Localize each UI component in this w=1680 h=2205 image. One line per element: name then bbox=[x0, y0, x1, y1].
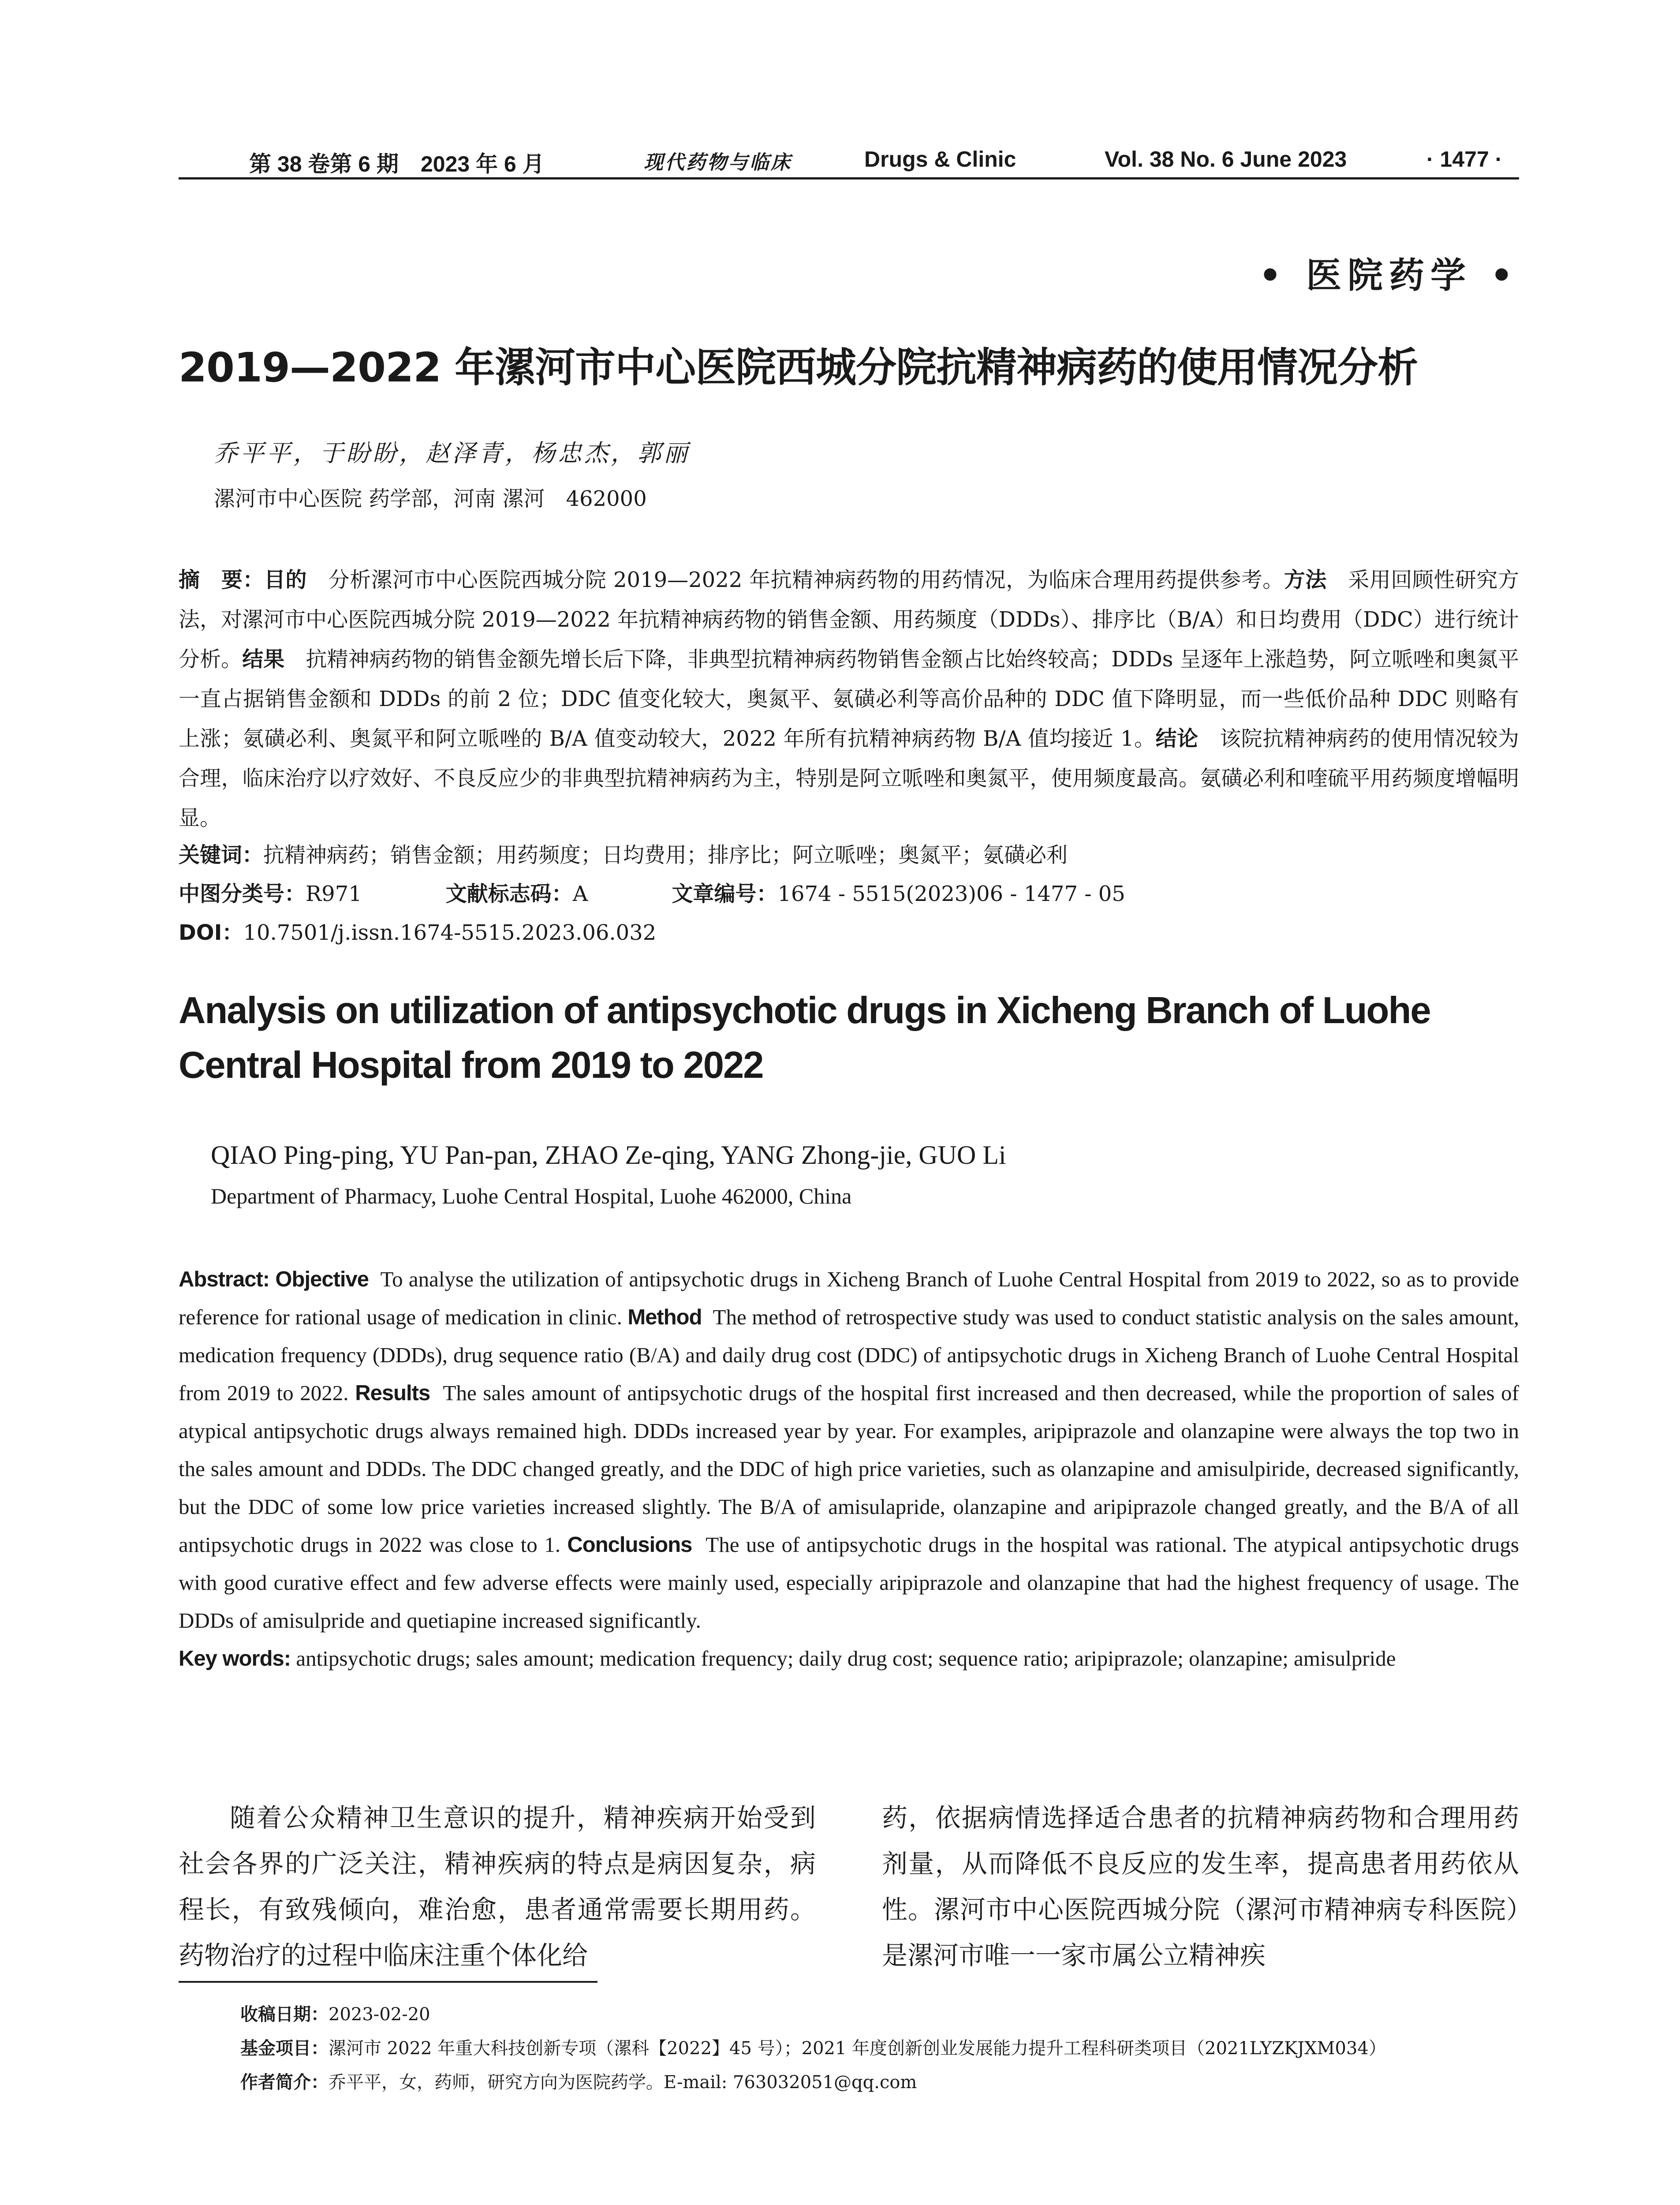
abstract-en-method: The method of retrospective study was used to conduct statistic analysis on the sales amount, medication frequency (DDDs), drug sequence ratio (B/A) and daily drug cost (DDC) of antipsychotic drugs in Xicheng Branch of Luohe Central Hospital from 2019 to 2022. bbox=[179, 1305, 1519, 1405]
received-date: 2023-02-20 bbox=[329, 2004, 430, 2025]
doc-code-label: 文献标志码： bbox=[445, 882, 573, 906]
footnote-fund bbox=[240, 2032, 1519, 2066]
doi-row bbox=[179, 913, 1519, 952]
author-bio-text: 乔平平，女，药师，研究方向为医院药学。E-mail: 763032051@qq.com bbox=[329, 2072, 917, 2093]
header-journal-cn: 现代药物与临床 bbox=[644, 151, 792, 174]
metadata-cn bbox=[179, 836, 1519, 952]
keywords-en-text: antipsychotic drugs; sales amount; medication frequency; daily drug cost; sequence ratio; aripiprazole; olanzapine; amisulpride bbox=[296, 1646, 1396, 1671]
footnote-received bbox=[240, 1998, 1519, 2032]
abstract-cn-objective-label: 目的 bbox=[264, 568, 307, 592]
keywords-cn-label: 关键词： bbox=[179, 843, 264, 867]
body-paragraph: 随着公众精神卫生意识的提升，精神疾病开始受到社会各界的广泛关注，精神疾病的特点是病因复杂，病程长，有致残倾向，难治愈，患者通常需要长期用药。药物治疗的过程中临床注重个体化给 bbox=[179, 1803, 816, 1970]
footnote-rule bbox=[179, 1981, 597, 1983]
authors-en: QIAO Ping-ping, YU Pan-pan, ZHAO Ze-qing, YANG Zhong-jie, GUO Li bbox=[211, 1140, 1006, 1170]
affiliation-en: Department of Pharmacy, Luohe Central Hospital, Luohe 462000, China bbox=[211, 1184, 852, 1208]
keywords-en-label: Key words: bbox=[179, 1647, 291, 1671]
article-number-value: 1674 - 5515(2023)06 - 1477 - 05 bbox=[777, 882, 1125, 906]
abstract-cn bbox=[179, 560, 1519, 838]
abstract-cn-method-label: 方法 bbox=[1284, 568, 1327, 592]
header-page-number: · 1477 · bbox=[1426, 147, 1503, 172]
title-cn: 2019—2022 年漯河市中心医院西城分院抗精神病药的使用情况分析 bbox=[179, 344, 1418, 391]
abstract-en-results-label: Results bbox=[355, 1381, 430, 1405]
abstract-cn-results-label: 结果 bbox=[242, 647, 285, 672]
abstract-en-label: Abstract: bbox=[179, 1267, 270, 1291]
keywords-en bbox=[179, 1640, 1519, 1678]
fund-text: 漯河市 2022 年重大科技创新专项（漯科【2022】45 号）；2021 年度创新创业发展能力提升工程科研类项目（2021LYZKJXM034） bbox=[329, 2038, 1386, 2059]
author-bio-label: 作者简介： bbox=[240, 2072, 329, 2093]
abstract-cn-objective: 分析漯河市中心医院西城分院 2019—2022 年抗精神病药物的用药情况，为临床合理用药提供参考。 bbox=[328, 568, 1284, 592]
header-journal-en: Drugs & Clinic bbox=[864, 147, 1016, 172]
footnote-author bbox=[240, 2066, 1519, 2100]
abstract-en-conclusions-label: Conclusions bbox=[567, 1533, 692, 1557]
abstract-cn-results: 抗精神病药物的销售金额先增长后下降，非典型抗精神病药物销售金额占比始终较高；DDDs 呈逐年上涨趋势，阿立哌唑和奥氮平一直占据销售金额和 DDDs 的前 2 位；DDC 值变化较大，奥氮平、氨磺必利等高价品种的 DDC 值下降明显，而一些低价品种 DDC 则略有上涨；氨磺必利、奥氮平和阿立哌唑的 B/A 值变动较大，2022 年所有抗精神病药物 B/A 值均接近 1。 bbox=[179, 647, 1519, 751]
body-column-right bbox=[882, 1795, 1519, 1978]
abstract-en-objective: To analyse the utilization of antipsychotic drugs in Xicheng Branch of Luohe Central Hospital from 2019 to 2022, so as to provide reference for rational usage of medication in clinic. bbox=[179, 1267, 1519, 1329]
abstract-en-results: The sales amount of antipsychotic drugs of the hospital first increased and then decreased, while the proportion of sales of atypical antipsychotic drugs always remained high. DDDs increased year by year. For examples, aripiprazole and olanzapine were always the top two in the sales amount and DDDs. The DDC changed greatly, and the DDC of high price varieties, such as olanzapine and amisulpiride, decreased significantly, but the DDC of some low price varieties increased slightly. The B/A of amisulapride, olanzapine and aripiprazole changed greatly, and the B/A of all antipsychotic drugs in 2022 was close to 1. bbox=[179, 1381, 1519, 1557]
doi-label: DOI： bbox=[179, 920, 243, 945]
header-volume-en: Vol. 38 No. 6 June 2023 bbox=[1105, 147, 1347, 172]
abstract-en-conclusions: The use of antipsychotic drugs in the hospital was rational. The atypical antipsychotic drugs with good curative effect and few adverse effects were mainly used, especially aripiprazole and olanzapine that had the highest frequency of usage. The DDDs of amisulpride and quetiapine increased significantly. bbox=[179, 1532, 1519, 1633]
fund-label: 基金项目： bbox=[240, 2038, 329, 2059]
body-column-left bbox=[179, 1795, 816, 1978]
clc-label: 中图分类号： bbox=[179, 882, 306, 906]
abstract-cn-method: 采用回顾性研究方法，对漯河市中心医院西城分院 2019—2022 年抗精神病药物的销售金额、用药频度（DDDs）、排序比（B/A）和日均费用（DDC）进行统计分析。 bbox=[179, 568, 1519, 672]
running-header bbox=[179, 141, 1519, 176]
abstract-cn-conclusion-label: 结论 bbox=[1155, 726, 1198, 751]
abstract-en-objective-label: Objective bbox=[275, 1267, 369, 1291]
keywords-cn-text: 抗精神病药；销售金额；用药频度；日均费用；排序比；阿立哌唑；奥氮平；氨磺必利 bbox=[263, 843, 1068, 867]
keywords-cn bbox=[179, 836, 1519, 875]
title-en: Analysis on utilization of antipsychotic drugs in Xicheng Branch of Luohe Central Hospital from 2019 to 2022 bbox=[179, 990, 1430, 1086]
abstract-cn-label: 摘 要： bbox=[179, 568, 265, 592]
header-issue-cn: 第 38 卷第 6 期 2023 年 6 月 bbox=[249, 152, 545, 176]
received-label: 收稿日期： bbox=[240, 2004, 329, 2025]
doc-code-value: A bbox=[572, 882, 588, 906]
doi-value[interactable]: 10.7501/j.issn.1674-5515.2023.06.032 bbox=[243, 920, 657, 945]
abstract-en-method-label: Method bbox=[627, 1305, 702, 1329]
affiliation-cn: 漯河市中心医院 药学部，河南 漯河 462000 bbox=[214, 486, 647, 511]
column-label: • 医院药学 • bbox=[1259, 254, 1519, 296]
footnotes bbox=[240, 1998, 1519, 2100]
header-rule bbox=[179, 177, 1519, 179]
classification-row bbox=[179, 875, 1519, 913]
clc-value: R971 bbox=[306, 882, 362, 906]
body-paragraph-continued: 药，依据病情选择适合患者的抗精神病药物和合理用药剂量，从而降低不良反应的发生率，提高患者用药依从性。漯河市中心医院西城分院（漯河市精神病专科医院）是漯河市唯一一家市属公立精神疾 bbox=[882, 1803, 1519, 1970]
abstract-cn-conclusion: 该院抗精神病药的使用情况较为合理，临床治疗以疗效好、不良反应少的非典型抗精神病药为主，特别是阿立哌唑和奥氮平，使用频度最高。氨磺必利和喹硫平用药频度增幅明显。 bbox=[179, 726, 1519, 830]
authors-cn: 乔平平，于盼盼，赵泽青，杨忠杰，郭丽 bbox=[214, 439, 690, 467]
abstract-en bbox=[179, 1260, 1519, 1678]
article-number-label: 文章编号： bbox=[672, 882, 778, 906]
